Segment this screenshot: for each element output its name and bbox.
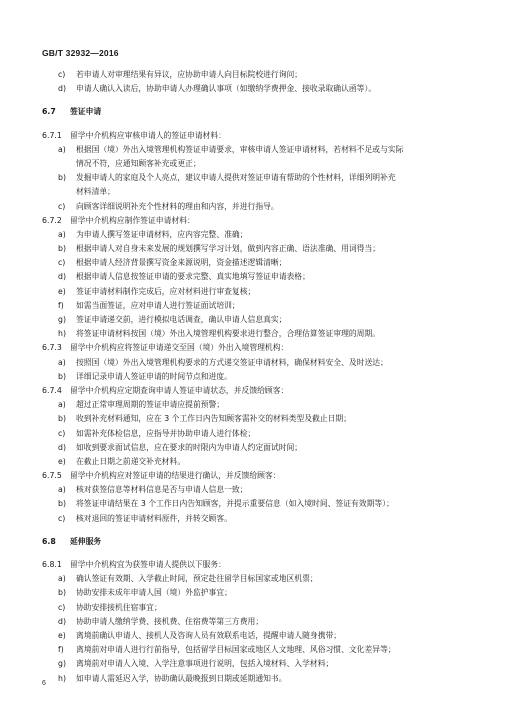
item-text: 将签证申请材料按国（境）外出入境管理机构要求进行整合，合理估算签证审理的周期。 bbox=[76, 329, 381, 339]
list-item bbox=[42, 398, 472, 412]
item-text: 签证申请递交前，进行模拟电话调查，确认申请人信息真实； bbox=[76, 315, 287, 324]
list-item bbox=[42, 242, 472, 256]
clause-heading bbox=[42, 558, 472, 572]
list-item bbox=[42, 427, 472, 441]
item-label: a) bbox=[58, 357, 66, 367]
item-label: 6.7.2 bbox=[42, 215, 62, 225]
item-text: 如需补充体检信息，应指导并协助申请人进行体检； bbox=[76, 428, 256, 438]
item-text: 超过正常审理周期的签证申请应提前预警； bbox=[76, 400, 225, 410]
list-item bbox=[42, 313, 472, 327]
item-text: 为申请人撰写签证申请材料，应内容完整、准确； bbox=[76, 229, 248, 239]
item-label: 6.8 bbox=[42, 536, 56, 546]
spacer bbox=[42, 96, 472, 105]
item-text: 核对获签信息等材料信息是否与申请人信息一致； bbox=[76, 485, 248, 495]
clause-heading bbox=[42, 129, 472, 143]
list-item bbox=[42, 356, 472, 370]
list-item bbox=[42, 572, 472, 586]
item-text: 若申请人对审理结果有异议，应协助申请人向目标院校进行询问； bbox=[76, 70, 303, 79]
item-text: 在截止日期之前递交补充材料。 bbox=[76, 456, 186, 466]
item-text: 留学中介机构应制作签证申请材料： bbox=[70, 215, 195, 225]
item-label: d) bbox=[58, 272, 66, 282]
spacer bbox=[42, 120, 472, 129]
list-item bbox=[42, 68, 472, 82]
list-item bbox=[42, 629, 472, 643]
item-label: h) bbox=[58, 329, 66, 339]
item-label: g) bbox=[58, 315, 66, 324]
item-text: 离境前对申请人入境、入学注意事项进行说明，包括入境材料、入学材料； bbox=[76, 659, 334, 669]
item-text: 留学中介机构应定期查询申请人签证申请状态，并反馈给顾客： bbox=[70, 385, 289, 395]
item-text: 留学中介机构宜为获签申请人提供以下服务： bbox=[70, 560, 226, 569]
item-text: 离境前确认申请人、接机人及咨询人员有效联系电话，提醒申请人随身携带； bbox=[76, 630, 342, 640]
item-label: a) bbox=[58, 574, 66, 584]
standard-code-header: GB/T 32932—2016 bbox=[42, 48, 119, 58]
item-label: c) bbox=[58, 70, 66, 79]
list-item bbox=[42, 615, 472, 629]
spacer bbox=[42, 526, 472, 535]
item-label: c) bbox=[58, 602, 66, 612]
item-label: f) bbox=[58, 300, 64, 310]
item-label: d) bbox=[58, 84, 66, 94]
list-item bbox=[42, 171, 472, 185]
item-text: 协助安排接机住宿事宜； bbox=[76, 602, 162, 612]
item-text: 确认签证有效期、入学截止时间，预定赴往留学目标国家或地区机票； bbox=[76, 574, 318, 584]
clause-heading bbox=[42, 469, 472, 483]
item-text: 根据国（境）外出入境管理机构签证申请要求，审核申请人签证申请材料，若材料不足或与实际 bbox=[76, 144, 404, 154]
clause-heading bbox=[42, 214, 472, 228]
list-item bbox=[42, 285, 472, 299]
list-item bbox=[42, 143, 472, 157]
item-text: 发掘申请人的家庭及个人亮点，建议申请人提供对签证申请有帮助的个性材料，详细列明补充 bbox=[76, 173, 396, 183]
list-item-continuation bbox=[42, 157, 472, 171]
item-text: 按照国（境）外出入境管理机构要求的方式递交签证申请材料，确保材料安全、及时送达； bbox=[76, 357, 388, 367]
item-label: b) bbox=[58, 244, 66, 254]
list-item bbox=[42, 327, 472, 341]
list-item bbox=[42, 586, 472, 600]
list-item bbox=[42, 412, 472, 426]
clause-heading bbox=[42, 341, 472, 355]
item-text: 离境前对申请人进行行前指导，包括留学目标国家或地区人文地理、风俗习惯、文化差异等； bbox=[76, 645, 396, 655]
item-label: h) bbox=[58, 673, 66, 683]
item-text: 将签证申请结果在 3 个工作日内告知顾客，并提示重要信息（如入境时间、签证有效期等）； bbox=[76, 499, 394, 509]
item-text: 核对退回的签证申请材料原件，并转交顾客。 bbox=[76, 513, 232, 523]
item-text: 签证申请材料制作完成后，应对材料进行审查复核； bbox=[76, 286, 256, 296]
item-label: e) bbox=[58, 456, 66, 466]
list-item bbox=[42, 483, 472, 497]
item-text: 延伸服务 bbox=[70, 536, 102, 546]
item-text: 如收到要求面试信息，应在要求的时限内为申请人约定面试时间； bbox=[76, 442, 303, 452]
item-label: e) bbox=[58, 286, 66, 296]
list-item bbox=[42, 200, 472, 214]
list-item bbox=[42, 256, 472, 270]
item-text: 根据申请人经济背景撰写资金来源说明，资金描述逻辑清晰； bbox=[76, 258, 287, 268]
item-text: 根据申请人信息按签证申请的要求完整、真实地填写签证申请表格； bbox=[76, 272, 310, 282]
item-label: c) bbox=[58, 513, 66, 523]
item-label: 6.8.1 bbox=[42, 560, 62, 569]
item-text: 留学中介机构应对签证申请的结果进行确认，并反馈给顾客： bbox=[70, 471, 281, 481]
item-text: 留学中介机构应审核申请人的签证申请材料： bbox=[70, 130, 226, 140]
item-text: 向顾客详细说明补充个性材料的理由和内容，并进行指导。 bbox=[76, 201, 279, 211]
item-label: b) bbox=[58, 588, 66, 598]
section-heading bbox=[42, 105, 472, 119]
list-item bbox=[42, 643, 472, 657]
item-text: 申请人确认入读后，协助申请人办理确认事项（如缴纳学费押金、接收录取确认函等）。 bbox=[76, 84, 377, 94]
list-item bbox=[42, 299, 472, 313]
list-item bbox=[42, 270, 472, 284]
item-text: 协助安排未成年申请人国（境）外监护事宜； bbox=[76, 588, 232, 598]
item-text: 收到补充材料通知，应在 3 个工作日内告知顾客需补交的材料类型及截止日期； bbox=[76, 414, 352, 424]
list-item bbox=[42, 497, 472, 511]
item-label: c) bbox=[58, 428, 66, 438]
item-label: b) bbox=[58, 371, 66, 381]
item-text: 情况不符，应通知顾客补充或更正； bbox=[76, 158, 201, 168]
list-item bbox=[42, 441, 472, 455]
item-label: d) bbox=[58, 616, 66, 626]
section-heading bbox=[42, 535, 472, 549]
item-text: 如申请人需延迟入学，协助确认最晚报到日期或延期通知书。 bbox=[76, 673, 287, 683]
item-label: 6.7 bbox=[42, 107, 56, 117]
clause-heading bbox=[42, 384, 472, 398]
item-label: b) bbox=[58, 414, 66, 424]
item-text: 材料清单； bbox=[76, 187, 115, 197]
item-label: a) bbox=[58, 400, 66, 410]
list-item bbox=[42, 82, 472, 96]
item-label: b) bbox=[58, 173, 66, 183]
item-text: 详细记录申请人签证申请的时间节点和进度。 bbox=[76, 371, 232, 381]
item-text: 协助申请人缴纳学费、接机费、住宿费等第三方费用； bbox=[76, 616, 264, 626]
item-label: b) bbox=[58, 499, 66, 509]
item-label: d) bbox=[58, 442, 66, 452]
item-text: 留学中介机构应将签证申请递交至国（境）外出入境管理机构： bbox=[70, 343, 289, 353]
item-label: e) bbox=[58, 630, 66, 640]
item-label: c) bbox=[58, 201, 66, 211]
item-label: 6.7.3 bbox=[42, 343, 62, 353]
item-label: f) bbox=[58, 645, 64, 655]
list-item bbox=[42, 657, 472, 671]
item-label: 6.7.5 bbox=[42, 471, 62, 481]
item-label: g) bbox=[58, 659, 66, 669]
item-label: a) bbox=[58, 485, 66, 495]
item-label: 6.7.4 bbox=[42, 385, 62, 395]
item-label: a) bbox=[58, 229, 66, 239]
list-item bbox=[42, 455, 472, 469]
list-item bbox=[42, 370, 472, 384]
item-label: c) bbox=[58, 258, 66, 268]
list-item-continuation bbox=[42, 185, 472, 199]
list-item bbox=[42, 512, 472, 526]
list-item bbox=[42, 601, 472, 615]
item-text: 签证申请 bbox=[70, 107, 102, 117]
item-text: 如需当面签证，应对申请人进行签证面试培训； bbox=[76, 300, 240, 310]
spacer bbox=[42, 549, 472, 558]
item-label: 6.7.1 bbox=[42, 130, 62, 140]
item-label: a) bbox=[58, 144, 66, 154]
list-item bbox=[42, 672, 472, 686]
document-body bbox=[42, 68, 472, 686]
page-number: 6 bbox=[42, 680, 46, 687]
list-item bbox=[42, 228, 472, 242]
item-text: 根据申请人对自身未来发展的规划撰写学习计划，做到内容正确、语法准确、用词得当； bbox=[76, 244, 381, 254]
